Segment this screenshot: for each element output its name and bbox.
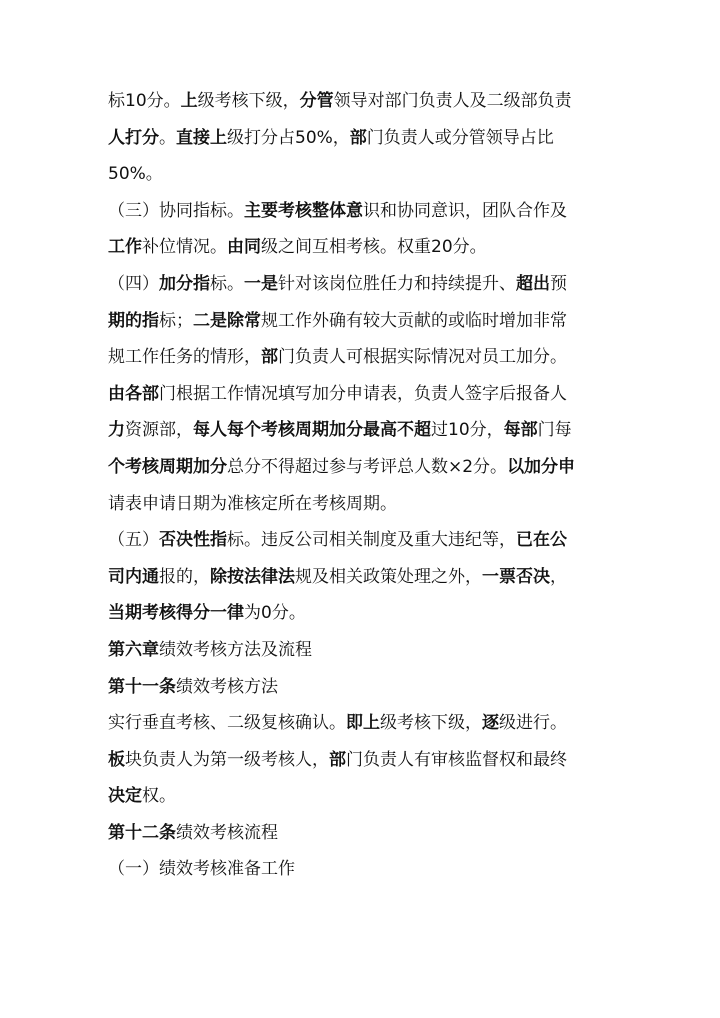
text-line (108, 602, 598, 639)
text-segment: （三）协同指标。 (108, 200, 244, 221)
text-line (108, 676, 598, 713)
text-line (108, 822, 598, 859)
text-segment: 级进行。 (499, 713, 567, 734)
text-segment: 过10分， (431, 420, 504, 441)
bold-text-segment: 加分指 (159, 273, 210, 294)
bold-text-segment: 一票否决 (482, 566, 550, 587)
bold-text-segment: 除按法律法 (210, 566, 295, 587)
bold-text-segment: 主要考核整体意 (244, 200, 363, 221)
text-line (108, 163, 598, 200)
bold-text-segment: 第六章 (108, 639, 159, 660)
text-line (108, 529, 598, 566)
text-segment: 总分不得超过参与考评总人数×2分。 (227, 456, 508, 477)
text-segment: 标。违反公司相关制度及重大违纪等， (227, 530, 516, 551)
text-line (108, 749, 598, 786)
bold-text-segment: 第十一条 (108, 676, 176, 697)
text-line (108, 712, 598, 749)
bold-text-segment: 二是除常 (193, 310, 261, 331)
text-segment: 针对该岗位胜任力和持续提升、 (278, 273, 516, 294)
bold-text-segment: 个考核周期加分 (108, 456, 227, 477)
bold-text-segment: 司内通 (108, 566, 159, 587)
text-segment: 绩效考核方法及流程 (159, 639, 312, 660)
bold-text-segment: 人打分 (108, 127, 159, 148)
text-segment: （四） (108, 273, 159, 294)
text-line (108, 456, 598, 493)
text-line (108, 566, 598, 603)
text-line (108, 785, 598, 822)
text-line (108, 419, 598, 456)
text-line (108, 639, 598, 676)
text-line (108, 127, 598, 164)
text-line (108, 346, 598, 383)
bold-text-segment: 逐 (482, 713, 499, 734)
text-segment: 为0分。 (244, 603, 306, 624)
bold-text-segment: 期的指 (108, 310, 159, 331)
bold-text-segment: 板 (108, 749, 125, 770)
text-segment: 块负责人为第一级考核人， (125, 749, 329, 770)
text-segment: ， (550, 566, 567, 587)
bold-text-segment: 上 (180, 91, 198, 111)
text-segment: 实行垂直考核、二级复核确认。 (108, 713, 346, 734)
text-segment: 标。 (210, 273, 244, 294)
text-segment: 门负责人有审核监督权和最终 (346, 749, 567, 770)
text-line (108, 200, 598, 237)
text-segment: 级打分占50%， (227, 127, 350, 148)
bold-text-segment: 已在公 (516, 530, 567, 551)
text-segment: 门负责人可根据实际情况对员工加分。 (278, 347, 567, 368)
bold-text-segment: 否决性指 (159, 530, 227, 551)
text-segment: 规工作任务的情形， (108, 347, 261, 368)
bold-text-segment: 分管 (299, 91, 334, 111)
text-segment: 标10分。 (108, 91, 181, 111)
bold-text-segment: 每人每个考核周期加分最高不超 (193, 420, 431, 441)
bold-text-segment: 超出 (516, 273, 550, 294)
text-line (108, 90, 598, 127)
text-line (108, 383, 598, 420)
bold-text-segment: 由各部 (108, 383, 159, 404)
bold-text-segment: 决定 (108, 786, 142, 807)
bold-text-segment: 部 (329, 749, 346, 770)
text-segment: 50%。 (108, 164, 163, 185)
body-text (108, 90, 598, 895)
text-line (108, 493, 598, 530)
bold-text-segment: 由同 (227, 237, 261, 258)
bold-text-segment: 工作 (108, 237, 142, 258)
text-segment: 标； (159, 310, 193, 331)
text-segment: 报的， (159, 566, 210, 587)
bold-text-segment: 一是 (244, 273, 278, 294)
bold-text-segment: 部 (261, 347, 278, 368)
text-segment: 级考核下级， (380, 713, 482, 734)
bold-text-segment: 以加分申 (507, 456, 576, 477)
bold-text-segment: 每部 (503, 420, 538, 441)
text-segment: （一）绩效考核准备工作 (108, 859, 295, 880)
text-line (108, 273, 598, 310)
text-segment: 门根据工作情况填写加分申请表，负责人签字后报备人 (159, 383, 567, 404)
bold-text-segment: 第十二条 (108, 822, 176, 843)
bold-text-segment: 部 (349, 127, 367, 148)
text-line (108, 236, 598, 273)
text-segment: 领导对部门负责人及二级部负责 (333, 91, 572, 111)
text-segment: 门每 (537, 420, 572, 441)
bold-text-segment: 即上 (346, 713, 380, 734)
text-segment: 规工作外确有较大贡献的或临时增加非常 (261, 310, 567, 331)
text-segment: 请表申请日期为准核定所在考核周期。 (108, 493, 397, 514)
text-segment: 规及相关政策处理之外， (295, 566, 482, 587)
text-segment: 权。 (142, 786, 176, 807)
document-page (108, 90, 598, 895)
bold-text-segment: 力 (108, 420, 125, 441)
text-segment: 预 (550, 273, 567, 294)
text-segment: 级之间互相考核。权重20分。 (261, 237, 487, 258)
text-segment: 补位情况。 (142, 237, 227, 258)
text-segment: 资源部， (125, 420, 193, 441)
text-segment: 级考核下级， (197, 91, 300, 111)
bold-text-segment: 当期考核得分一律 (108, 603, 244, 624)
text-segment: 。 (159, 127, 176, 148)
text-segment: 识和协同意识，团队合作及 (363, 200, 567, 221)
text-line (108, 310, 598, 347)
text-segment: 绩效考核流程 (176, 822, 278, 843)
bold-text-segment: 直接上 (176, 127, 227, 148)
text-segment: 绩效考核方法 (176, 676, 278, 697)
text-line (108, 858, 598, 895)
text-segment: 门负责人或分管领导占比 (366, 127, 554, 148)
text-segment: （五） (108, 530, 159, 551)
